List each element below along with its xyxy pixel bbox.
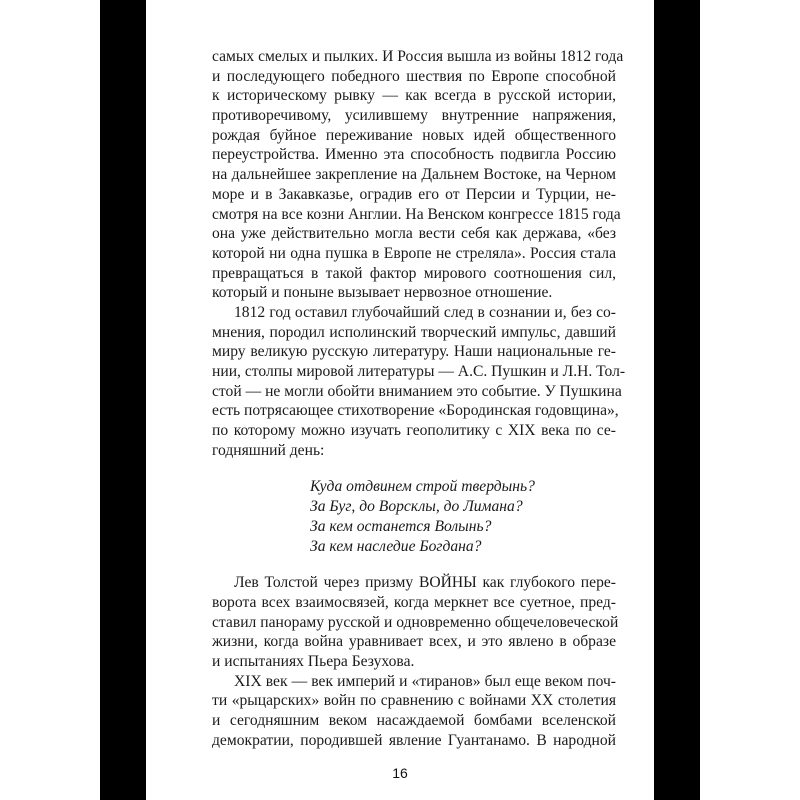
page-number: 16: [392, 765, 408, 781]
paragraph: [212, 303, 626, 461]
text-line: ти «рыцарских» войн по сравнению с войнами XX столетия: [212, 692, 616, 710]
text-line: переустройства. Именно эта способность подвигла Россию: [212, 146, 616, 164]
text-line: жизни, когда война уравнивает всех, и это явлено в образе: [212, 633, 616, 651]
text-line: XIX век — век империй и «тиранов» был еще веком поч-: [234, 672, 616, 690]
text-line: Лев Толстой через призму ВОЙНЫ как глубокого пере-: [234, 574, 616, 592]
poem-line: За кем наследие Богдана?: [310, 537, 482, 555]
text-line: которой ни одна пушка в Европе не стреляла». Россия стала: [212, 244, 616, 262]
text-line: и испытаниях Пьера Безухова.: [212, 652, 415, 670]
left-black-border: [100, 0, 146, 800]
text-line: рождая буйное переживание новых идей общественного: [212, 126, 616, 144]
text-line: мнения, породил исполинский творческий импульс, давший: [212, 323, 616, 341]
text-line: превращаться в такой фактор мирового соотношения сил,: [212, 264, 616, 282]
text-line: по которому можно изучать геополитику с XIX века по се-: [212, 422, 616, 440]
text-line: нии, столпы мировой литературы — А.С. Пушкин и Л.Н. Тол-: [212, 363, 626, 380]
paragraph: [212, 672, 616, 751]
text-line: и последующего победного шествия по Европе способной: [212, 67, 616, 85]
text-line: стой — не могли обойти вниманием это событие. У Пушкина: [212, 382, 622, 400]
text-line: годняшний день:: [212, 441, 325, 459]
text-line: который и поныне вызывает нервозное отношение.: [212, 284, 553, 302]
text-line: самых смелых и пылких. И Россия вышла из войны 1812 года: [212, 48, 624, 65]
paragraph: [212, 47, 624, 303]
text-line: к историческому рывку — как всегда в русской истории,: [212, 87, 616, 105]
text-line: ворота всех взаимосвязей, когда меркнет все суетное, пред-: [212, 593, 616, 611]
text-line: ставил панораму русской и одновременно общечеловеческой: [212, 613, 619, 631]
text-line: смотря на все козни Англии. На Венском конгрессе 1815 года: [212, 205, 621, 223]
text-line: есть потрясающее стихотворение «Бородинская годовщина»,: [212, 402, 619, 420]
text-line: 1812 год оставил глубочайший след в сознании и, без со-: [234, 303, 616, 321]
text-line: она уже действительно могла вести себя как держава, «без: [212, 225, 616, 243]
poem-line: За Буг, до Ворсклы, до Лимана?: [310, 498, 523, 516]
text-line: миру великую русскую литературу. Наши национальные ге-: [212, 343, 616, 361]
book-page: [146, 0, 654, 800]
page-body: [212, 47, 626, 750]
text-line: и сегодняшним веком насаждаемой бомбами вселенской: [212, 712, 616, 729]
right-black-border: [654, 0, 700, 800]
text-line: море и в Закавказье, оградив его от Персии и Турции, не-: [212, 185, 616, 203]
poem-line: За кем останется Волынь?: [310, 517, 492, 535]
poem-quote: [212, 477, 616, 556]
text-line: на дальнейшее закрепление на Дальнем Востоке, на Черном: [212, 166, 616, 184]
text-line: демократии, породившей явление Гуантанамо. В народной: [212, 731, 616, 749]
poem-line: Куда отдвинем строй твердынь?: [310, 478, 535, 496]
text-line: противоречивому, усилившему внутренние напряжения,: [212, 107, 616, 125]
paragraph: [212, 573, 619, 671]
